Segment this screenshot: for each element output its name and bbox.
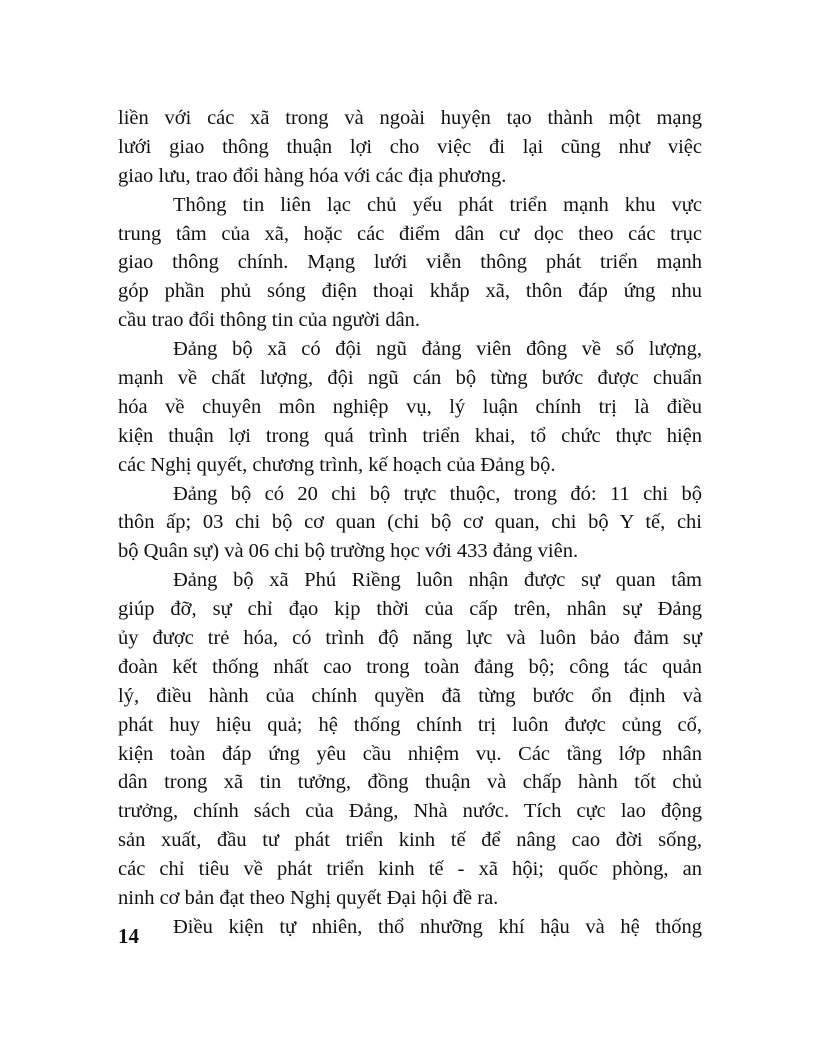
text-line: góp phần phủ sóng điện thoại khắp xã, thôn đáp ứng nhu: [118, 280, 702, 303]
text-line: Đảng bộ xã Phú Riềng luôn nhận được sự quan tâm: [173, 569, 702, 592]
text-line: phát huy hiệu quả; hệ thống chính trị luôn được củng cố,: [118, 713, 702, 736]
text-line: thôn ấp; 03 chi bộ cơ quan (chi bộ cơ quan, chi bộ Y tế, chi: [118, 511, 702, 534]
text-line: liền với các xã trong và ngoài huyện tạo thành một mạng: [118, 107, 702, 129]
text-line: các Nghị quyết, chương trình, kế hoạch của Đảng bộ.: [118, 453, 556, 476]
text-line: giúp đỡ, sự chỉ đạo kịp thời của cấp trên, nhân sự Đảng: [118, 598, 702, 621]
text-line: dân trong xã tin tưởng, đồng thuận và chấp hành tốt chủ: [118, 771, 702, 794]
text-line: kiện toàn đáp ứng yêu cầu nhiệm vụ. Các tầng lớp nhân: [118, 742, 702, 765]
text-line: ủy được trẻ hóa, có trình độ năng lực và luôn bảo đảm sự: [118, 627, 702, 650]
page-number: 14: [118, 924, 139, 948]
text-line: trưởng, chính sách của Đảng, Nhà nước. Tích cực lao động: [118, 800, 702, 823]
text-line: ninh cơ bản đạt theo Nghị quyết Đại hội đề ra.: [118, 887, 499, 910]
paragraph: [118, 335, 702, 479]
text-line: giao thông chính. Mạng lưới viễn thông phát triển mạnh: [118, 251, 702, 274]
text-line: mạnh về chất lượng, đội ngũ cán bộ từng bước được chuẩn: [118, 367, 702, 390]
text-line: Điều kiện tự nhiên, thổ nhưỡng khí hậu và hệ thống: [173, 915, 702, 938]
text-line: Thông tin liên lạc chủ yếu phát triển mạnh khu vực: [173, 193, 702, 216]
paragraph: [118, 913, 702, 942]
text-line: bộ Quân sự) và 06 chi bộ trường học với 433 đảng viên.: [118, 540, 579, 563]
paragraph: [118, 191, 702, 335]
text-line: đoàn kết thống nhất cao trong toàn đảng bộ; công tác quản: [118, 655, 702, 678]
text-line: lý, điều hành của chính quyền đã từng bước ổn định và: [118, 684, 702, 707]
page-body: [118, 104, 702, 942]
text-line: kiện thuận lợi trong quá trình triển khai, tổ chức thực hiện: [118, 424, 702, 447]
paragraph: [118, 566, 702, 913]
text-line: hóa về chuyên môn nghiệp vụ, lý luận chính trị là điều: [118, 395, 702, 418]
text-line: lưới giao thông thuận lợi cho việc đi lại cũng như việc: [118, 135, 702, 158]
text-line: Đảng bộ có 20 chi bộ trực thuộc, trong đó: 11 chi bộ: [173, 482, 702, 505]
paragraph: [118, 480, 702, 567]
paragraph: [118, 104, 702, 191]
text-line: cầu trao đổi thông tin của người dân.: [118, 309, 421, 332]
text-line: trung tâm của xã, hoặc các điểm dân cư dọc theo các trục: [118, 222, 702, 245]
text-line: Đảng bộ xã có đội ngũ đảng viên đông về số lượng,: [173, 338, 702, 361]
text-line: giao lưu, trao đổi hàng hóa với các địa phương.: [118, 164, 507, 187]
text-line: các chỉ tiêu về phát triển kinh tế - xã hội; quốc phòng, an: [118, 858, 702, 881]
text-line: sản xuất, đầu tư phát triển kinh tế để nâng cao đời sống,: [118, 829, 702, 852]
